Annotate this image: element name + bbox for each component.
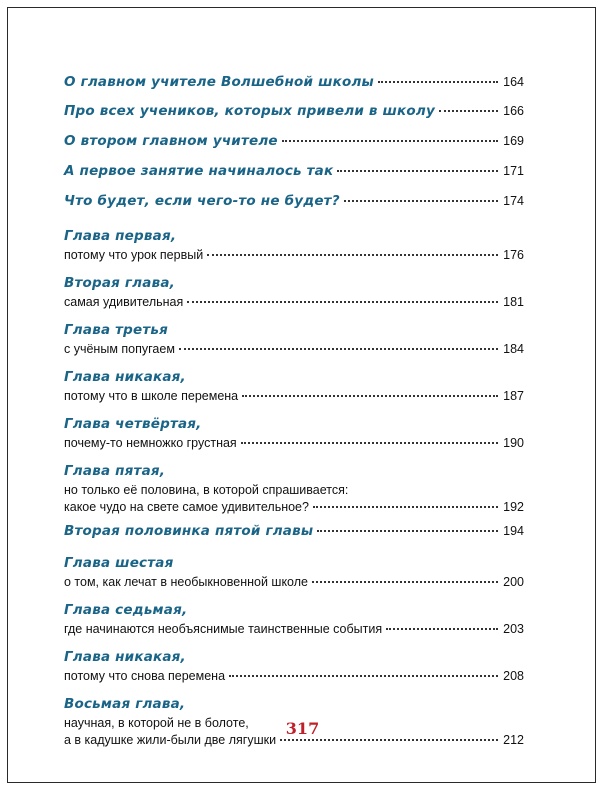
chapter-title: Восьмая глава,	[64, 696, 186, 712]
toc-chapter[interactable]	[64, 322, 524, 359]
chapter-page: 176	[503, 248, 524, 262]
toc-entry-page: 174	[503, 194, 524, 208]
chapter-subtitle: потому что в школе перемена	[64, 389, 239, 403]
chapter-page: 192	[503, 500, 524, 514]
toc-chapter[interactable]	[64, 602, 524, 639]
toc-entry[interactable]	[64, 74, 524, 100]
leader-dots	[207, 254, 498, 256]
toc-chapter[interactable]	[64, 555, 524, 592]
page-number: 317	[285, 719, 320, 738]
leader-dots	[282, 140, 498, 142]
leader-dots	[337, 170, 498, 172]
toc-entry-page: 164	[503, 75, 524, 89]
chapter-page: 184	[503, 342, 524, 356]
chapter-page: 181	[503, 295, 524, 309]
toc-entry-title: Про всех учеников, которых привели в школу	[64, 103, 435, 119]
chapter-title: Глава первая,	[64, 228, 177, 244]
toc-chapter[interactable]	[64, 463, 524, 517]
toc-entry-page: 171	[503, 164, 524, 178]
chapter-subtitle: о том, как лечат в необыкновенной школе	[64, 575, 308, 589]
chapter-page: 212	[503, 733, 524, 747]
chapter-page: 190	[503, 436, 524, 450]
toc-entry-page: 166	[503, 104, 524, 118]
toc-entry[interactable]	[64, 133, 524, 160]
toc-chapter[interactable]	[64, 416, 524, 453]
toc-entry-title: Вторая половинка пятой главы	[64, 523, 314, 539]
toc-entry-page: 194	[503, 524, 524, 538]
leader-dots	[187, 301, 498, 303]
chapter-page: 203	[503, 622, 524, 636]
toc-entry-title: О втором главном учителе	[64, 133, 278, 149]
chapter-subtitle: научная, в которой не в болоте,	[64, 716, 249, 730]
chapter-subtitle: а в кадушке жили-были две лягушки	[64, 733, 277, 747]
chapter-title: Глава никакая,	[64, 649, 186, 665]
leader-dots	[241, 442, 498, 444]
toc-entry-title: Что будет, если чего-то не будет?	[64, 193, 340, 209]
chapter-subtitle: но только её половина, в которой спрашивается:	[64, 483, 349, 497]
table-of-contents	[64, 74, 524, 750]
leader-dots	[439, 110, 498, 112]
toc-entry-title: А первое занятие начиналось так	[64, 163, 334, 179]
chapter-title: Глава никакая,	[64, 369, 186, 385]
chapter-title: Вторая глава,	[64, 275, 175, 291]
leader-dots	[229, 675, 498, 677]
toc-entry[interactable]	[64, 193, 524, 220]
chapter-title: Глава третья	[64, 322, 169, 338]
chapter-title: Глава пятая,	[64, 463, 166, 479]
chapter-subtitle: почему-то немножко грустная	[64, 436, 237, 450]
toc-entry[interactable]	[64, 103, 524, 130]
leader-dots	[344, 200, 498, 202]
chapter-subtitle: потому что снова перемена	[64, 669, 226, 683]
toc-entry[interactable]	[64, 523, 524, 549]
chapter-page: 200	[503, 575, 524, 589]
leader-dots	[378, 81, 498, 83]
chapter-subtitle: где начинаются необъяснимые таинственные события	[64, 622, 383, 636]
toc-chapter[interactable]	[64, 275, 524, 312]
toc-entry-page: 169	[503, 134, 524, 148]
leader-dots	[280, 739, 498, 741]
toc-chapter[interactable]	[64, 228, 524, 265]
leader-dots	[386, 628, 498, 630]
chapter-title: Глава шестая	[64, 555, 174, 571]
leader-dots	[242, 395, 498, 397]
chapter-subtitle: потому что урок первый	[64, 248, 204, 262]
leader-dots	[179, 348, 498, 350]
chapter-subtitle: с учёным попугаем	[64, 342, 175, 356]
leader-dots	[312, 581, 498, 583]
leader-dots	[317, 530, 498, 532]
chapter-title: Глава седьмая,	[64, 602, 188, 618]
toc-entry-title: О главном учителе Волшебной школы	[64, 74, 374, 90]
chapter-page: 208	[503, 669, 524, 683]
chapter-title: Глава четвёртая,	[64, 416, 202, 432]
chapter-page: 187	[503, 389, 524, 403]
toc-chapter[interactable]	[64, 649, 524, 686]
toc-chapter[interactable]	[64, 369, 524, 406]
chapter-subtitle: какое чудо на свете самое удивительное?	[64, 500, 309, 514]
chapter-subtitle: самая удивительная	[64, 295, 184, 309]
toc-entry[interactable]	[64, 163, 524, 190]
leader-dots	[313, 506, 498, 508]
